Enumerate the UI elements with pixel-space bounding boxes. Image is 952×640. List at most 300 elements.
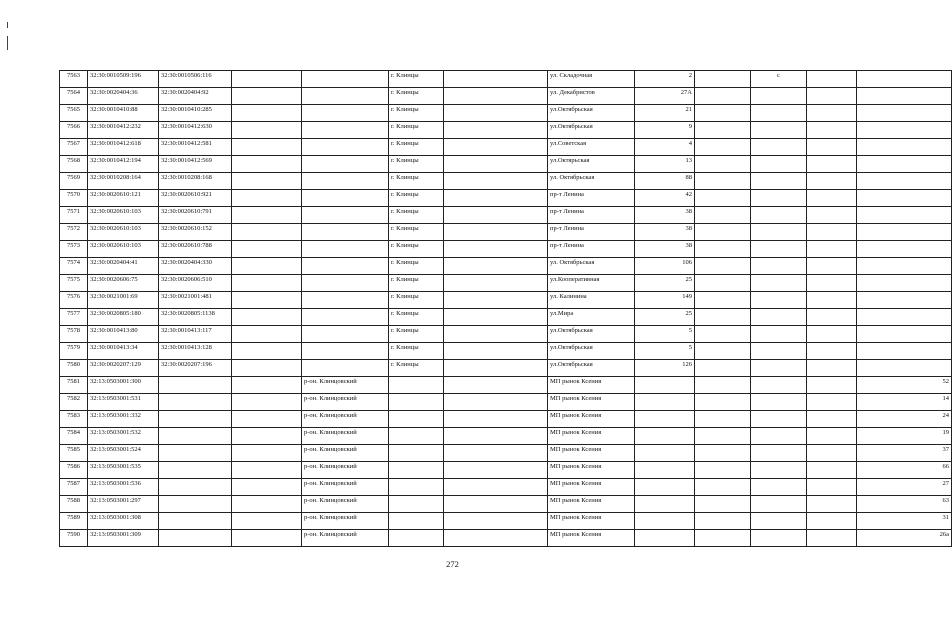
empty-cell (444, 530, 548, 547)
empty-cell (695, 343, 751, 360)
empty-cell (232, 445, 302, 462)
area-cell: 27 (857, 479, 952, 496)
row-number-cell: 7568 (60, 156, 88, 173)
row-number-cell: 7588 (60, 496, 88, 513)
empty-cell (807, 241, 857, 258)
cadastral-number-cell: 32:13:0503001:535 (88, 462, 159, 479)
cadastral-number-cell: 32:13:0503001:297 (88, 496, 159, 513)
empty-cell (232, 513, 302, 530)
object-cadastral-number-cell: 32:30:0010412:569 (159, 156, 232, 173)
empty-cell (695, 139, 751, 156)
empty-cell (807, 530, 857, 547)
street-cell: МП рынок Ксения (548, 496, 635, 513)
object-cadastral-number-cell: 32:30:0010412:581 (159, 139, 232, 156)
city-cell: г. Клинцы (389, 275, 444, 292)
area-cell: 63 (857, 496, 952, 513)
empty-cell (232, 224, 302, 241)
table-row (60, 479, 952, 496)
empty-cell (232, 71, 302, 88)
area-cell: 52 (857, 377, 952, 394)
scan-margin-mark (7, 22, 8, 28)
mark-cell (751, 360, 807, 377)
district-cell (302, 156, 389, 173)
district-cell: р-он. Клинцовский (302, 394, 389, 411)
cadastral-number-cell: 32:30:0010412:618 (88, 139, 159, 156)
district-cell (302, 343, 389, 360)
cadastral-number-cell: 32:13:0503001:309 (88, 530, 159, 547)
empty-cell (695, 445, 751, 462)
empty-cell (807, 105, 857, 122)
cadastral-number-cell: 32:13:0503001:532 (88, 428, 159, 445)
table-row (60, 343, 952, 360)
empty-cell (444, 241, 548, 258)
empty-cell (232, 292, 302, 309)
house-number-cell (635, 428, 695, 445)
object-cadastral-number-cell: 32:30:0010506:116 (159, 71, 232, 88)
empty-cell (232, 479, 302, 496)
empty-cell (695, 88, 751, 105)
empty-cell (695, 479, 751, 496)
row-number-cell: 7576 (60, 292, 88, 309)
table-row (60, 445, 952, 462)
empty-cell (695, 105, 751, 122)
empty-cell (232, 88, 302, 105)
city-cell (389, 394, 444, 411)
street-cell: МП рынок Ксения (548, 513, 635, 530)
object-cadastral-number-cell: 32:30:0020404:92 (159, 88, 232, 105)
empty-cell (232, 530, 302, 547)
street-cell: МП рынок Ксения (548, 530, 635, 547)
cadastral-number-cell: 32:30:0020610:103 (88, 207, 159, 224)
city-cell: г. Клинцы (389, 326, 444, 343)
house-number-cell: 106 (635, 258, 695, 275)
area-cell (857, 71, 952, 88)
cadastral-number-cell: 32:30:0020404:41 (88, 258, 159, 275)
street-cell: ул. Декабристов (548, 88, 635, 105)
object-cadastral-number-cell (159, 479, 232, 496)
object-cadastral-number-cell: 32:30:0020610:791 (159, 207, 232, 224)
row-number-cell: 7590 (60, 530, 88, 547)
district-cell (302, 258, 389, 275)
area-cell (857, 173, 952, 190)
house-number-cell (635, 445, 695, 462)
house-number-cell: 25 (635, 309, 695, 326)
empty-cell (807, 292, 857, 309)
district-cell (302, 190, 389, 207)
mark-cell (751, 445, 807, 462)
mark-cell (751, 122, 807, 139)
district-cell (302, 275, 389, 292)
cadastral-number-cell: 32:30:0010413:80 (88, 326, 159, 343)
city-cell (389, 428, 444, 445)
object-cadastral-number-cell: 32:30:0020610:921 (159, 190, 232, 207)
empty-cell (232, 411, 302, 428)
mark-cell (751, 88, 807, 105)
row-number-cell: 7575 (60, 275, 88, 292)
empty-cell (695, 462, 751, 479)
city-cell: г. Клинцы (389, 122, 444, 139)
house-number-cell: 25 (635, 275, 695, 292)
table-row (60, 428, 952, 445)
object-cadastral-number-cell (159, 428, 232, 445)
empty-cell (807, 513, 857, 530)
object-cadastral-number-cell (159, 496, 232, 513)
table-row (60, 496, 952, 513)
area-cell (857, 105, 952, 122)
street-cell: ул.Октярьская (548, 156, 635, 173)
empty-cell (695, 411, 751, 428)
district-cell (302, 139, 389, 156)
cadastral-number-cell: 32:13:0503001:531 (88, 394, 159, 411)
street-cell: ул.Октябрьская (548, 343, 635, 360)
table-row (60, 275, 952, 292)
area-cell: 37 (857, 445, 952, 462)
empty-cell (444, 377, 548, 394)
empty-cell (232, 462, 302, 479)
street-cell: пр-т Ленина (548, 207, 635, 224)
street-cell: ул.Октябрьская (548, 326, 635, 343)
table-row (60, 173, 952, 190)
row-number-cell: 7565 (60, 105, 88, 122)
empty-cell (807, 275, 857, 292)
empty-cell (695, 496, 751, 513)
scan-margin-mark (7, 36, 8, 50)
cadastral-number-cell: 32:13:0503001:308 (88, 513, 159, 530)
mark-cell (751, 326, 807, 343)
object-cadastral-number-cell (159, 411, 232, 428)
house-number-cell (635, 496, 695, 513)
row-number-cell: 7571 (60, 207, 88, 224)
district-cell (302, 105, 389, 122)
row-number-cell: 7563 (60, 71, 88, 88)
empty-cell (807, 428, 857, 445)
district-cell (302, 88, 389, 105)
area-cell (857, 241, 952, 258)
object-cadastral-number-cell: 32:30:0020606:510 (159, 275, 232, 292)
object-cadastral-number-cell (159, 462, 232, 479)
mark-cell (751, 513, 807, 530)
row-number-cell: 7583 (60, 411, 88, 428)
mark-cell (751, 462, 807, 479)
street-cell: ул. Калинина (548, 292, 635, 309)
empty-cell (444, 139, 548, 156)
row-number-cell: 7581 (60, 377, 88, 394)
city-cell: г. Клинцы (389, 88, 444, 105)
district-cell: р-он. Клинцовский (302, 513, 389, 530)
row-number-cell: 7564 (60, 88, 88, 105)
empty-cell (444, 428, 548, 445)
table-row (60, 530, 952, 547)
empty-cell (695, 275, 751, 292)
cadastral-number-cell: 32:30:0020404:36 (88, 88, 159, 105)
empty-cell (232, 360, 302, 377)
city-cell (389, 530, 444, 547)
mark-cell (751, 275, 807, 292)
empty-cell (232, 139, 302, 156)
empty-cell (695, 377, 751, 394)
mark-cell (751, 156, 807, 173)
object-cadastral-number-cell: 32:30:0010413:128 (159, 343, 232, 360)
empty-cell (444, 479, 548, 496)
street-cell: ул.Октябрьская (548, 122, 635, 139)
empty-cell (444, 190, 548, 207)
empty-cell (444, 258, 548, 275)
empty-cell (695, 207, 751, 224)
table-row (60, 292, 952, 309)
object-cadastral-number-cell: 32:30:0020404:330 (159, 258, 232, 275)
street-cell: ул. Октябрьская (548, 258, 635, 275)
cadastral-number-cell: 32:13:0503001:332 (88, 411, 159, 428)
table-row (60, 258, 952, 275)
area-cell (857, 207, 952, 224)
cadastral-number-cell: 32:30:0010413:34 (88, 343, 159, 360)
empty-cell (232, 428, 302, 445)
empty-cell (232, 190, 302, 207)
district-cell (302, 173, 389, 190)
street-cell: пр-т Ленина (548, 190, 635, 207)
area-cell: 26а (857, 530, 952, 547)
empty-cell (444, 462, 548, 479)
house-number-cell: 5 (635, 343, 695, 360)
empty-cell (232, 309, 302, 326)
city-cell: г. Клинцы (389, 156, 444, 173)
empty-cell (807, 190, 857, 207)
empty-cell (444, 275, 548, 292)
empty-cell (444, 411, 548, 428)
property-registry-table (59, 70, 952, 547)
area-cell: 66 (857, 462, 952, 479)
city-cell: г. Клинцы (389, 173, 444, 190)
cadastral-number-cell: 32:30:0020610:103 (88, 224, 159, 241)
empty-cell (807, 479, 857, 496)
object-cadastral-number-cell: 32:30:0010412:630 (159, 122, 232, 139)
empty-cell (232, 241, 302, 258)
mark-cell (751, 530, 807, 547)
row-number-cell: 7587 (60, 479, 88, 496)
street-cell: ул. Складочная (548, 71, 635, 88)
empty-cell (444, 309, 548, 326)
table-row (60, 326, 952, 343)
row-number-cell: 7579 (60, 343, 88, 360)
row-number-cell: 7567 (60, 139, 88, 156)
empty-cell (232, 258, 302, 275)
row-number-cell: 7582 (60, 394, 88, 411)
area-cell: 14 (857, 394, 952, 411)
area-cell: 31 (857, 513, 952, 530)
district-cell: р-он. Клинцовский (302, 377, 389, 394)
empty-cell (807, 173, 857, 190)
area-cell (857, 275, 952, 292)
empty-cell (695, 292, 751, 309)
cadastral-number-cell: 32:30:0010412:194 (88, 156, 159, 173)
district-cell: р-он. Клинцовский (302, 411, 389, 428)
row-number-cell: 7572 (60, 224, 88, 241)
row-number-cell: 7566 (60, 122, 88, 139)
street-cell: ул.Кооперативная (548, 275, 635, 292)
table-row (60, 411, 952, 428)
empty-cell (444, 513, 548, 530)
empty-cell (695, 71, 751, 88)
row-number-cell: 7584 (60, 428, 88, 445)
empty-cell (232, 394, 302, 411)
row-number-cell: 7586 (60, 462, 88, 479)
city-cell: г. Клинцы (389, 224, 444, 241)
empty-cell (695, 428, 751, 445)
house-number-cell: 5 (635, 326, 695, 343)
cadastral-number-cell: 32:30:0020610:121 (88, 190, 159, 207)
empty-cell (444, 343, 548, 360)
object-cadastral-number-cell (159, 513, 232, 530)
area-cell (857, 326, 952, 343)
object-cadastral-number-cell (159, 394, 232, 411)
area-cell (857, 343, 952, 360)
cadastral-number-cell: 32:13:0503001:536 (88, 479, 159, 496)
city-cell: г. Клинцы (389, 360, 444, 377)
street-cell: МП рынок Ксения (548, 411, 635, 428)
row-number-cell: 7569 (60, 173, 88, 190)
object-cadastral-number-cell: 32:30:0021001:481 (159, 292, 232, 309)
object-cadastral-number-cell: 32:30:0010413:117 (159, 326, 232, 343)
street-cell: МП рынок Ксения (548, 428, 635, 445)
city-cell (389, 479, 444, 496)
mark-cell (751, 173, 807, 190)
district-cell (302, 71, 389, 88)
table-row (60, 122, 952, 139)
empty-cell (232, 207, 302, 224)
area-cell (857, 292, 952, 309)
mark-cell (751, 207, 807, 224)
city-cell: г. Клинцы (389, 343, 444, 360)
city-cell (389, 377, 444, 394)
empty-cell (232, 377, 302, 394)
cadastral-number-cell: 32:30:0020606:75 (88, 275, 159, 292)
city-cell: г. Клинцы (389, 241, 444, 258)
street-cell: ул.Октябрьская (548, 360, 635, 377)
cadastral-number-cell: 32:13:0503001:524 (88, 445, 159, 462)
district-cell (302, 224, 389, 241)
mark-cell (751, 377, 807, 394)
row-number-cell: 7570 (60, 190, 88, 207)
city-cell: г. Клинцы (389, 309, 444, 326)
mark-cell (751, 224, 807, 241)
cadastral-number-cell: 32:30:0010509:196 (88, 71, 159, 88)
street-cell: ул.Октябрьская (548, 105, 635, 122)
house-number-cell (635, 513, 695, 530)
empty-cell (807, 394, 857, 411)
area-cell (857, 190, 952, 207)
empty-cell (695, 394, 751, 411)
house-number-cell (635, 479, 695, 496)
house-number-cell (635, 411, 695, 428)
table-row (60, 309, 952, 326)
empty-cell (444, 156, 548, 173)
object-cadastral-number-cell: 32:30:0020610:788 (159, 241, 232, 258)
table-row (60, 139, 952, 156)
house-number-cell (635, 530, 695, 547)
empty-cell (695, 530, 751, 547)
object-cadastral-number-cell: 32:30:0010410:285 (159, 105, 232, 122)
empty-cell (444, 88, 548, 105)
mark-cell (751, 343, 807, 360)
area-cell: 19 (857, 428, 952, 445)
mark-cell (751, 105, 807, 122)
object-cadastral-number-cell: 32:30:0020805:1138 (159, 309, 232, 326)
empty-cell (444, 445, 548, 462)
street-cell: пр-т Ленина (548, 241, 635, 258)
street-cell: МП рынок Ксения (548, 462, 635, 479)
street-cell: ул.Мира (548, 309, 635, 326)
empty-cell (232, 105, 302, 122)
cadastral-number-cell: 32:30:0010208:164 (88, 173, 159, 190)
empty-cell (444, 224, 548, 241)
area-cell: 24 (857, 411, 952, 428)
row-number-cell: 7578 (60, 326, 88, 343)
table-row (60, 71, 952, 88)
cadastral-number-cell: 32:30:0020610:103 (88, 241, 159, 258)
district-cell (302, 309, 389, 326)
empty-cell (807, 224, 857, 241)
empty-cell (444, 105, 548, 122)
district-cell: р-он. Клинцовский (302, 496, 389, 513)
area-cell (857, 88, 952, 105)
row-number-cell: 7574 (60, 258, 88, 275)
area-cell (857, 309, 952, 326)
empty-cell (807, 88, 857, 105)
area-cell (857, 122, 952, 139)
empty-cell (444, 292, 548, 309)
mark-cell (751, 496, 807, 513)
table-row (60, 513, 952, 530)
mark-cell (751, 292, 807, 309)
empty-cell (695, 156, 751, 173)
city-cell: г. Клинцы (389, 139, 444, 156)
row-number-cell: 7585 (60, 445, 88, 462)
empty-cell (807, 122, 857, 139)
district-cell: р-он. Клинцовский (302, 445, 389, 462)
house-number-cell: 126 (635, 360, 695, 377)
mark-cell (751, 428, 807, 445)
empty-cell (232, 122, 302, 139)
empty-cell (444, 173, 548, 190)
table-row (60, 377, 952, 394)
city-cell (389, 462, 444, 479)
empty-cell (807, 156, 857, 173)
mark-cell (751, 479, 807, 496)
city-cell: г. Клинцы (389, 105, 444, 122)
city-cell (389, 513, 444, 530)
empty-cell (807, 496, 857, 513)
object-cadastral-number-cell (159, 530, 232, 547)
empty-cell (695, 241, 751, 258)
district-cell: р-он. Клинцовский (302, 462, 389, 479)
empty-cell (695, 360, 751, 377)
house-number-cell: 2 (635, 71, 695, 88)
empty-cell (695, 122, 751, 139)
table-row (60, 156, 952, 173)
house-number-cell: 13 (635, 156, 695, 173)
empty-cell (807, 207, 857, 224)
empty-cell (444, 122, 548, 139)
empty-cell (232, 275, 302, 292)
house-number-cell (635, 394, 695, 411)
empty-cell (232, 496, 302, 513)
empty-cell (807, 411, 857, 428)
cadastral-number-cell: 32:30:0010410:88 (88, 105, 159, 122)
page-number: 272 (446, 559, 459, 569)
empty-cell (444, 207, 548, 224)
object-cadastral-number-cell: 32:30:0020610:152 (159, 224, 232, 241)
empty-cell (232, 326, 302, 343)
